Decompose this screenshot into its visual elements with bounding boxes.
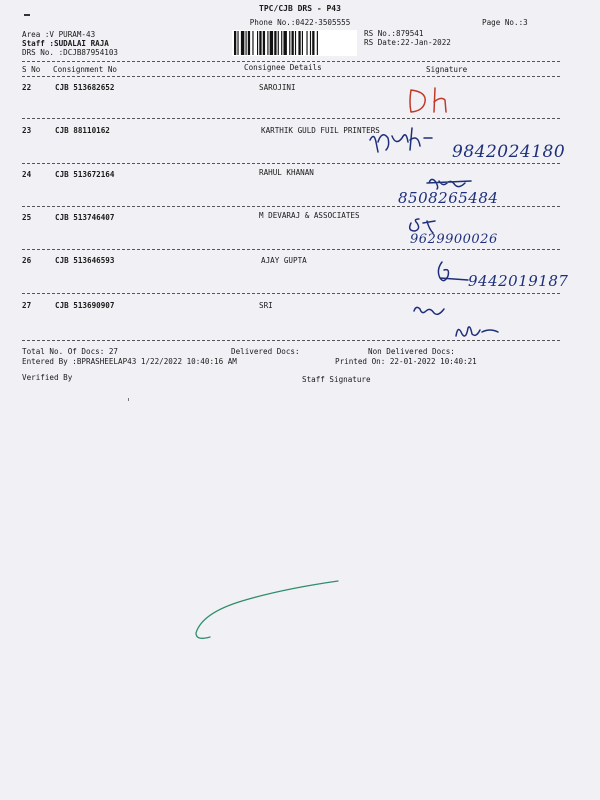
barcode-bar xyxy=(274,31,276,55)
non-delivered-docs: Non Delivered Docs: xyxy=(368,347,455,356)
handwritten-signature xyxy=(432,258,472,288)
printed-on: Printed On: 22-01-2022 10:40:21 xyxy=(335,357,477,366)
handwritten-phone: 9442019187 xyxy=(468,272,569,290)
rs-number: RS No.:879541 xyxy=(364,29,424,38)
rs-date: RS Date:22-Jan-2022 xyxy=(364,38,451,47)
barcode-bar xyxy=(241,31,244,55)
row-consignee: SAROJINI xyxy=(259,83,296,92)
row-sno: 25 xyxy=(22,213,32,222)
barcode-bar xyxy=(292,31,294,55)
divider xyxy=(22,118,560,119)
barcode-bar xyxy=(278,31,279,55)
handwritten-signature-dh xyxy=(405,84,465,116)
barcode-bar xyxy=(259,31,261,55)
row-sno: 24 xyxy=(22,170,32,179)
barcode-bar xyxy=(306,31,307,55)
barcode-bar xyxy=(298,31,300,55)
col-consignee: Consignee Details xyxy=(244,63,322,72)
sheet-title: TPC/CJB DRS - P43 xyxy=(259,4,341,13)
handwritten-initial xyxy=(410,303,450,319)
barcode-bar xyxy=(234,31,236,55)
col-signature: Signature xyxy=(426,65,468,74)
barcode-bar xyxy=(281,31,282,55)
total-docs: Total No. Of Docs: 27 xyxy=(22,347,119,356)
barcode-bar xyxy=(295,31,296,55)
staff-label: Staff :SUDALAI RAJA xyxy=(22,39,109,48)
row-sno: 23 xyxy=(22,126,32,135)
barcode-bar xyxy=(263,31,265,55)
col-consignment: Consignment No xyxy=(53,65,118,74)
row-consignment: CJB 513746407 xyxy=(55,213,115,222)
barcode-bar xyxy=(267,31,268,55)
barcode-bar xyxy=(310,31,311,55)
row-consignee: SRI xyxy=(259,301,273,310)
barcode-bar xyxy=(257,31,258,55)
divider xyxy=(22,163,560,164)
entered-by: Entered By :BPRASHEELAP43 1/22/2022 10:40:16 AM xyxy=(22,357,237,366)
handwritten-signature xyxy=(366,124,438,156)
divider xyxy=(22,76,560,77)
divider xyxy=(22,249,560,250)
handwritten-signature xyxy=(452,320,502,342)
stray-pen-stroke xyxy=(192,575,342,645)
row-sno: 22 xyxy=(22,83,32,92)
area-label: Area :V PURAM-43 xyxy=(22,30,96,39)
divider xyxy=(22,293,560,294)
row-consignment: CJB 88110162 xyxy=(55,126,110,135)
page-number: Page No.:3 xyxy=(482,18,528,27)
row-sno: 27 xyxy=(22,301,32,310)
barcode-bar xyxy=(252,31,253,55)
delivered-docs: Delivered Docs: xyxy=(231,347,300,356)
handwritten-phone: 9629900026 xyxy=(410,232,498,247)
barcode xyxy=(232,30,357,56)
stray-mark xyxy=(128,398,129,401)
barcode-bar xyxy=(302,31,303,55)
barcode-bar xyxy=(317,31,318,55)
stray-mark xyxy=(24,14,30,16)
row-consignment: CJB 513672164 xyxy=(55,170,115,179)
barcode-bar xyxy=(283,31,286,55)
phone-number: Phone No.:0422-3505555 xyxy=(249,18,351,27)
row-sno: 26 xyxy=(22,256,32,265)
row-consignee: RAHUL KHANAN xyxy=(259,168,314,177)
barcode-bar xyxy=(248,31,250,55)
row-consignee: AJAY GUPTA xyxy=(261,256,307,265)
verified-by: Verified By xyxy=(22,373,73,382)
col-sno: S No xyxy=(22,65,41,74)
barcode-bar xyxy=(237,31,238,55)
row-consignment: CJB 513646593 xyxy=(55,256,115,265)
barcode-bar xyxy=(246,31,247,55)
barcode-bar xyxy=(289,31,290,55)
row-consignment: CJB 513682652 xyxy=(55,83,115,92)
row-consignment: CJB 513690907 xyxy=(55,301,115,310)
staff-signature-label: Staff Signature xyxy=(302,375,371,384)
barcode-bar xyxy=(270,31,273,55)
row-consignee: KARTHIK GULD FUIL PRINTERS xyxy=(261,126,380,135)
divider xyxy=(22,61,560,62)
handwritten-phone: 9842024180 xyxy=(452,142,566,162)
barcode-bar xyxy=(312,31,314,55)
drs-number: DRS No. :DCJB87954103 xyxy=(22,48,119,57)
handwritten-phone: 8508265484 xyxy=(398,189,499,207)
row-consignee: M DEVARAJ & ASSOCIATES xyxy=(259,211,360,220)
